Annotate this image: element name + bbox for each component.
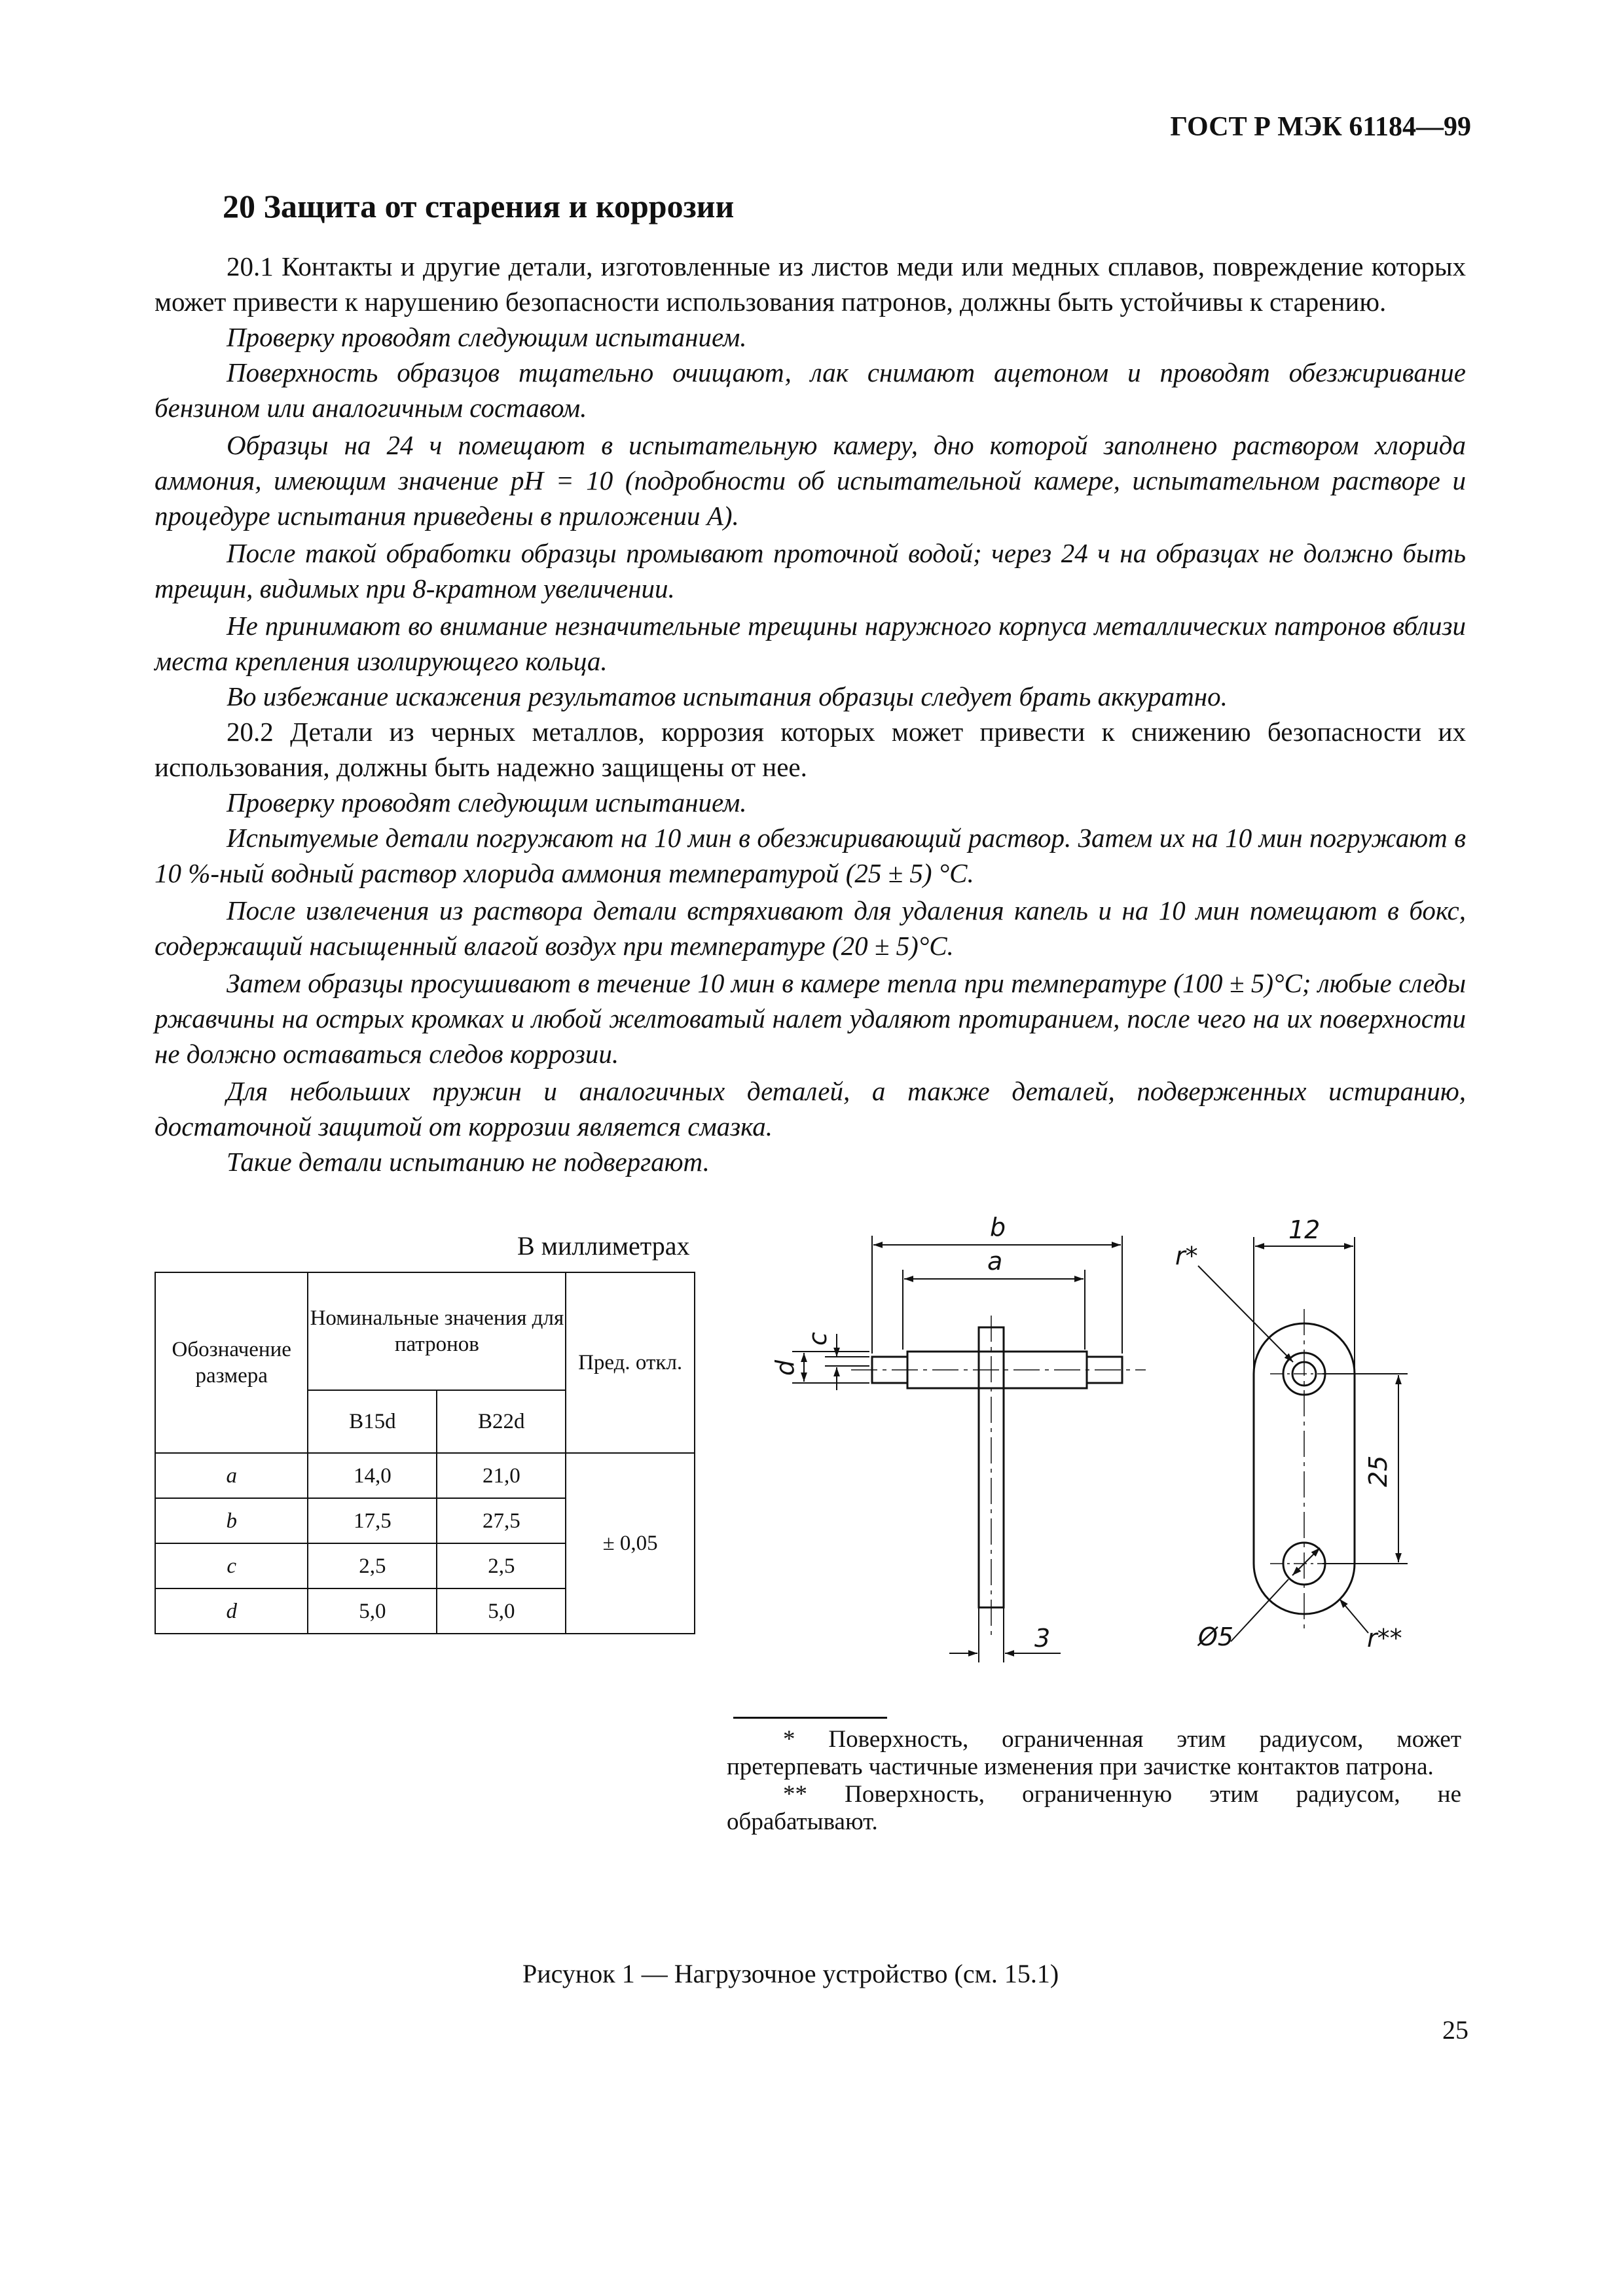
cell-b15d: 5,0 [308,1588,437,1634]
cell-b22d: 2,5 [437,1543,566,1588]
leader-r1 [1198,1266,1293,1362]
col-designation-header: Обозначение размера [155,1272,308,1453]
label-a: a [987,1247,1003,1276]
paragraph: 20.2 Детали из черных металлов, коррозия которых может привести к снижению безопасности их использования, должны быть надежно защищены от нее. [155,717,1466,782]
paragraph: Поверхность образцов тщательно очищают, лак снимают ацетоном и проводят обезжиривание бензином или аналогичным составом. [155,357,1466,423]
cell-b15d: 17,5 [308,1498,437,1543]
paragraph: 20.1 Контакты и другие детали, изготовленные из листов меди или медных сплавов, повреждение которых может привести к нарушению безопасности использования патронов, должны быть устойчивы к старению. [155,251,1466,317]
cell-b22d: 21,0 [437,1453,566,1498]
footnotes [727,1726,1461,1836]
cell-b22d: 5,0 [437,1588,566,1634]
section-heading: 20 Защита от старения и коррозии [223,188,735,224]
cell-symbol: a [155,1453,308,1498]
standard-number: ГОСТ Р МЭК 61184—99 [1170,112,1471,142]
load-device-drawing [753,1204,1453,1702]
label-dia5: Ø5 [1198,1623,1234,1651]
table-row [155,1453,695,1498]
paragraph: После извлечения из раствора детали встряхивают для удаления капель и на 10 мин помещают в бокс, содержащий насыщенный влагой воздух при температуре (20 ± 5)°С. [155,895,1466,961]
cell-symbol: d [155,1588,308,1634]
figure-caption: Рисунок 1 — Нагрузочное устройство (см. 15.1) [522,1959,1059,1988]
paragraph: Во избежание искажения результатов испытания образцы следует брать аккуратно. [227,681,1228,711]
dimension-table [155,1272,695,1634]
label-3: 3 [1034,1624,1051,1653]
label-r2: r** [1367,1624,1402,1653]
paragraph: Испытуемые детали погружают на 10 мин в обезжиривающий раствор. Затем их на 10 мин погружают в 10 %-ный водный раствор хлорида аммония температурой (25 ± 5) °С. [155,823,1466,888]
footnote: * Поверхность, ограниченная этим радиусом, может претерпевать частичные изменения при зачистке контактов патрона. [727,1726,1461,1780]
paragraph: Образцы на 24 ч помещают в испытательную камеру, дно которой заполнено раствором хлорида аммония, имеющим значение pH = 10 (подробности об испытательной камере, испытательном растворе и процедуре испытания приведены в приложении А). [155,430,1466,531]
label-12: 12 [1288,1215,1321,1244]
col-tolerance-header: Пред. откл. [566,1272,695,1453]
cell-b15d: 14,0 [308,1453,437,1498]
cell-tolerance: ± 0,05 [566,1453,695,1634]
cell-symbol: c [155,1543,308,1588]
col-b22d-header: B22d [437,1390,566,1453]
leader-r2 [1340,1599,1368,1633]
col-b15d-header: B15d [308,1390,437,1453]
label-c: c [803,1332,832,1346]
paragraph: После такой обработки образцы промывают проточной водой; через 24 ч на образцах не должно быть трещин, видимых при 8-кратном увеличении. [155,538,1466,603]
label-r1: r* [1175,1242,1198,1270]
paragraph: Такие детали испытанию не подвергают. [227,1147,710,1177]
col-nominal-header: Номинальные значения для патронов [308,1272,566,1390]
cell-b15d: 2,5 [308,1543,437,1588]
label-b: b [990,1213,1006,1242]
paragraph: Для небольших пружин и аналогичных деталей, а также деталей, подверженных истиранию, достаточной защитой от коррозии является смазка. [155,1076,1466,1141]
label-d: d [771,1359,799,1376]
cell-b22d: 27,5 [437,1498,566,1543]
body-text [155,249,1466,1179]
footnote: ** Поверхность, ограниченную этим радиусом, не обрабатывают. [727,1781,1461,1835]
paragraph: Проверку проводят следующим испытанием. [227,322,747,352]
label-25: 25 [1364,1455,1393,1487]
footnote-divider [733,1717,887,1719]
page-number: 25 [1442,2015,1468,2045]
paragraph: Проверку проводят следующим испытанием. [227,787,747,817]
table-units: В миллиметрах [517,1231,690,1261]
cell-symbol: b [155,1498,308,1543]
paragraph: Затем образцы просушивают в течение 10 мин в камере тепла при температуре (100 ± 5)°С; любые следы ржавчины на острых кромках и любой желтоватый налет удаляют протиранием, после чего на их поверхности не должно оставаться следов коррозии. [155,968,1466,1069]
paragraph: Не принимают во внимание незначительные трещины наружного корпуса металлических патронов вблизи места крепления изолирующего кольца. [155,611,1466,676]
